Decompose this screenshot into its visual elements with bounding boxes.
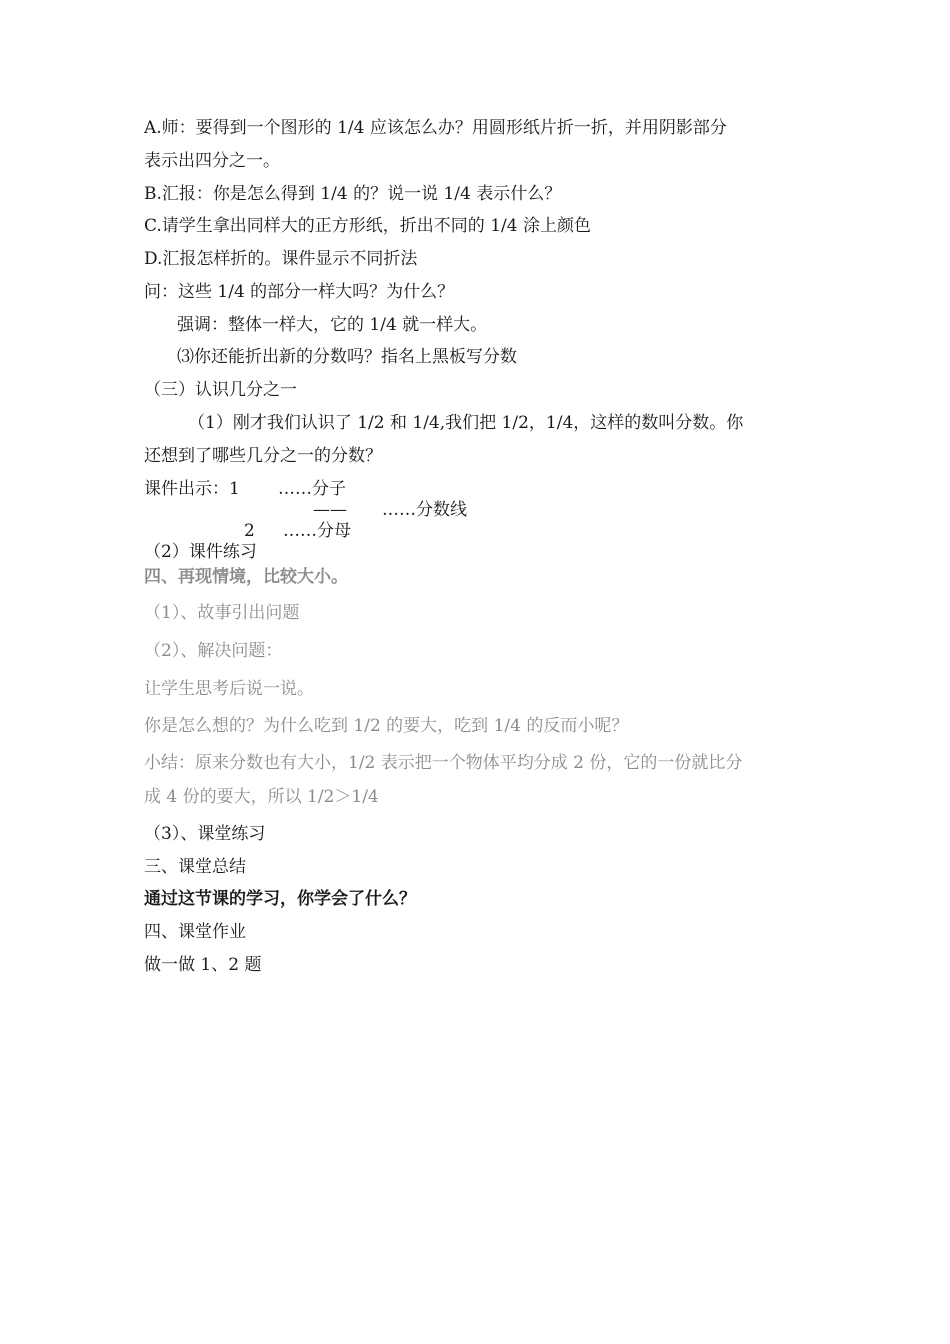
- fraction-denominator: 2: [244, 521, 255, 541]
- sub-item-2: （2）、解决问题：: [144, 641, 283, 661]
- fraction-denominator-note: ……分母: [283, 521, 351, 541]
- fraction-label: 课件出示：1: [144, 479, 240, 499]
- class-summary-heading: 三、课堂总结: [144, 857, 246, 877]
- emphasis-line: 强调：整体一样大，它的 1/4 就一样大。: [177, 315, 488, 335]
- item-1-line1: （1）刚才我们认识了 1/2 和 1/4,我们把 1/2，1/4，这样的数叫分数。你: [188, 413, 744, 433]
- homework-heading: 四、课堂作业: [144, 922, 246, 942]
- fraction-bar-note: ……分数线: [382, 500, 467, 520]
- fraction-numerator-note: ……分子: [278, 479, 346, 499]
- think-line: 让学生思考后说一说。: [144, 679, 314, 699]
- homework-line: 做一做 1、2 题: [144, 955, 262, 975]
- question-line: 问：这些 1/4 的部分一样大吗？为什么？: [144, 282, 455, 302]
- fraction-bar: ——: [313, 500, 347, 520]
- item-3-line: ⑶你还能折出新的分数吗？指名上黑板写分数: [177, 347, 517, 367]
- paragraph-a-line1: A.师：要得到一个图形的 1/4 应该怎么办？用圆形纸片折一折，并用阴影部分: [144, 118, 727, 138]
- sub-item-3: （3）、课堂练习: [144, 824, 266, 844]
- summary-line2: 成 4 份的要大，所以 1/2＞1/4: [144, 787, 379, 807]
- item-1-line2: 还想到了哪些几分之一的分数？: [144, 446, 382, 466]
- section-4-heading: 四、再现情境，比较大小。: [144, 567, 348, 587]
- why-line: 你是怎么想的？为什么吃到 1/2 的要大，吃到 1/4 的反而小呢？: [144, 716, 629, 736]
- paragraph-d: D.汇报怎样折的。课件显示不同折法: [144, 249, 418, 269]
- summary-line1: 小结：原来分数也有大小，1/2 表示把一个物体平均分成 2 份，它的一份就比分: [144, 753, 743, 773]
- summary-question: 通过这节课的学习，你学会了什么？: [144, 889, 416, 909]
- paragraph-a-line2: 表示出四分之一。: [144, 151, 280, 171]
- section-3-heading: （三）认识几分之一: [144, 380, 297, 400]
- paragraph-b: B.汇报：你是怎么得到 1/4 的？说一说 1/4 表示什么？: [144, 184, 562, 204]
- item-2-line: （2）课件练习: [144, 542, 257, 562]
- sub-item-1: （1）、故事引出问题: [144, 603, 300, 623]
- paragraph-c: C.请学生拿出同样大的正方形纸，折出不同的 1/4 涂上颜色: [144, 216, 591, 236]
